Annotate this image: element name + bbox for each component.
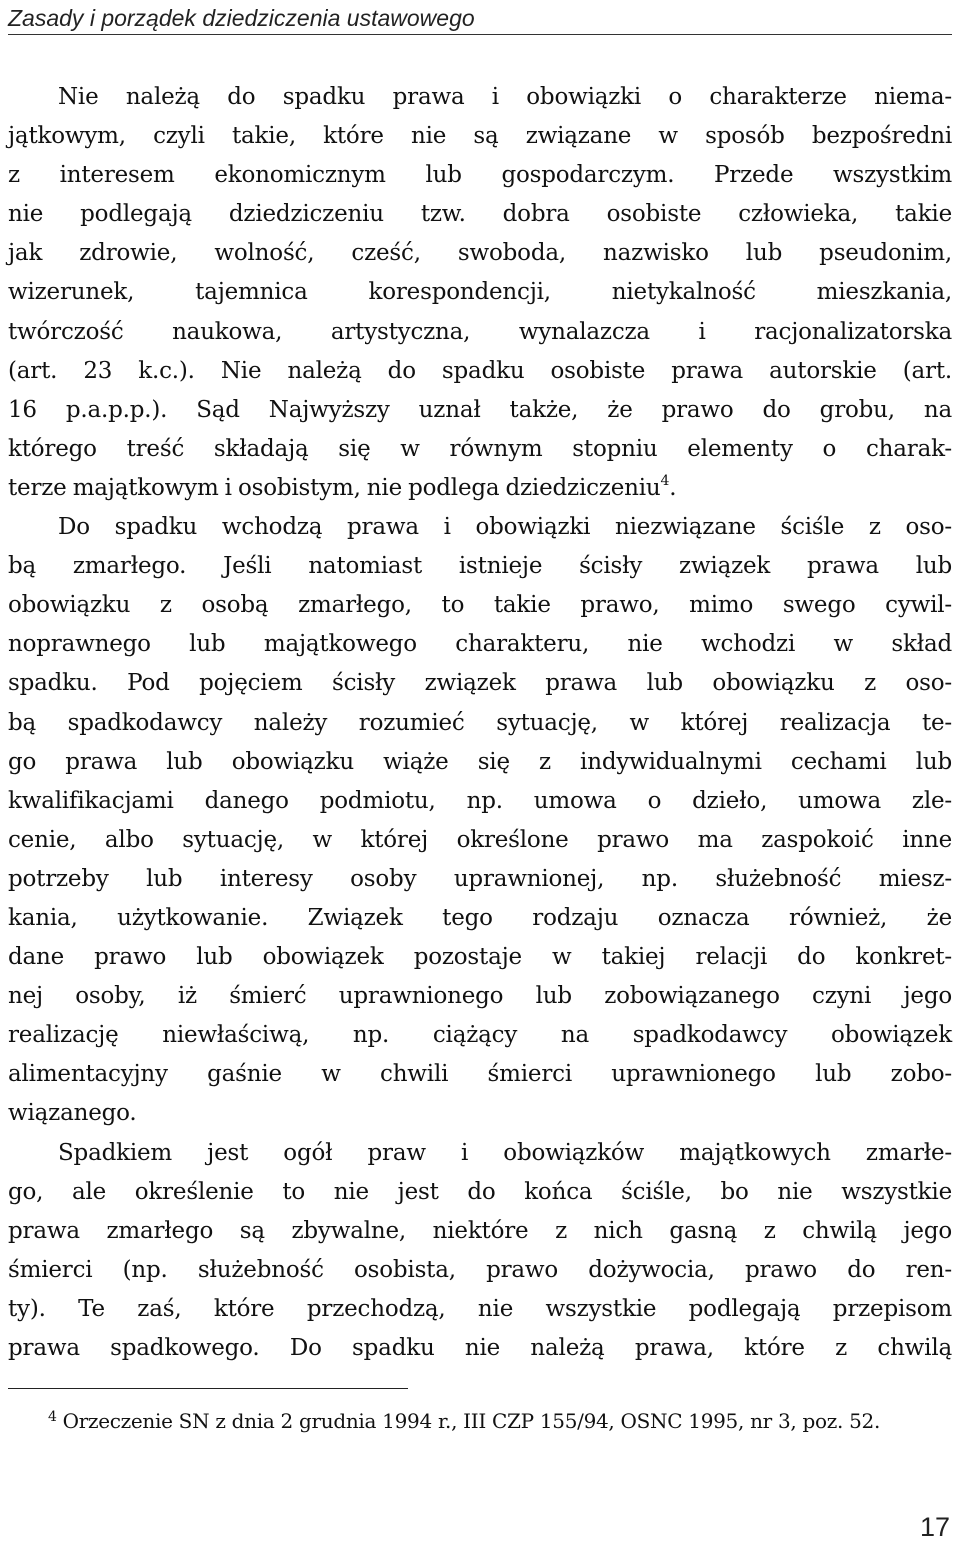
text-line: 16 p.a.p.p.). Sąd Najwyższy uznał także, że prawo do grobu, na xyxy=(8,396,952,423)
text-line: kania, użytkowanie. Związek tego rodzaju oznacza również, że xyxy=(8,904,952,931)
text-line: wizerunek, tajemnica korespondencji, nietykalność mieszkania, xyxy=(8,279,952,306)
text-line: (art. 23 k.c.). Nie należą do spadku osobiste prawa autorskie (art. xyxy=(8,357,952,384)
text-line: Spadkiem jest ogół praw i obowiązków majątkowych zmarłe- xyxy=(58,1139,952,1166)
text-line: jątkowym, czyli takie, które nie są związane w sposób bezpośredni xyxy=(8,123,952,150)
text-line: nej osoby, iż śmierć uprawnionego lub zobowiązanego czyni jego xyxy=(8,983,952,1010)
text-line: prawa spadkowego. Do spadku nie należą prawa, które z chwilą xyxy=(8,1335,952,1361)
text-line: potrzeby lub interesy osoby uprawnionej, np. służebność miesz- xyxy=(8,865,952,892)
text-line: noprawnego lub majątkowego charakteru, nie wchodzi w skład xyxy=(8,631,952,658)
text-line: bą spadkodawcy należy rozumieć sytuację, w której realizacja te- xyxy=(8,709,952,736)
text-line-content: terze majątkowym i osobistym, nie podlega dziedziczeniu xyxy=(8,474,661,501)
running-header: Zasady i porządek dziedziczenia ustawowego xyxy=(8,5,475,31)
text-line: jak zdrowie, wolność, cześć, swoboda, nazwisko lub pseudonim, xyxy=(8,240,952,267)
text-line: go, ale określenie to nie jest do końca ściśle, bo nie wszystkie xyxy=(8,1178,952,1205)
footnote-ref-suffix: . xyxy=(669,474,677,501)
text-line: go prawa lub obowiązku wiąże się z indywidualnymi cechami lub xyxy=(8,748,952,775)
page-number: 17 xyxy=(919,1512,950,1542)
text-line: bą zmarłego. Jeśli natomiast istnieje ścisły związek prawa lub xyxy=(8,553,952,580)
text-line: którego treść składają się w równym stopniu elementy o charak- xyxy=(8,435,952,462)
text-line: kwalifikacjami danego podmiotu, np. umowa o dzieło, umowa zle- xyxy=(8,787,952,814)
body-text xyxy=(8,78,952,1368)
footnote-text: Orzeczenie SN z dnia 2 grudnia 1994 r., III CZP 155/94, OSNC 1995, nr 3, poz. 52. xyxy=(62,1409,881,1433)
header-rule xyxy=(8,34,952,35)
text-line: z interesem ekonomicznym lub gospodarczym. Przede wszystkim xyxy=(8,162,952,189)
footnote-separator xyxy=(8,1388,408,1389)
footnote-reference[interactable]: 4 xyxy=(660,472,670,489)
text-line: nie podlegają dziedziczeniu tzw. dobra osobiste człowieka, takie xyxy=(8,201,952,228)
text-line: twórczość naukowa, artystyczna, wynalazcza i racjonalizatorska xyxy=(8,318,952,345)
text-line-with-footnote xyxy=(8,469,952,508)
text-line: cenie, albo sytuację, w której określone prawo ma zaspokoić inne xyxy=(8,826,952,853)
text-line: prawa zmarłego są zbywalne, niektóre z nich gasną z chwilą jego xyxy=(8,1217,952,1244)
text-line: realizację niewłaściwą, np. ciążący na spadkodawcy obowiązek xyxy=(8,1022,952,1049)
text-line: śmierci (np. służebność osobista, prawo dożywocia, prawo do ren- xyxy=(8,1256,952,1283)
text-line: Nie należą do spadku prawa i obowiązki o charakterze niema- xyxy=(58,84,952,110)
text-line: ty). Te zaś, które przechodzą, nie wszystkie podlegają przepisom xyxy=(8,1295,952,1322)
text-line: spadku. Pod pojęciem ścisły związek prawa lub obowiązku z oso- xyxy=(8,670,952,697)
text-line: dane prawo lub obowiązek pozostaje w takiej relacji do konkret- xyxy=(8,944,952,971)
text-line: alimentacyjny gaśnie w chwili śmierci uprawnionego lub zobo- xyxy=(8,1061,952,1088)
footnote: 4 Orzeczenie SN z dnia 2 grudnia 1994 r., III CZP 155/94, OSNC 1995, nr 3, poz. 52. xyxy=(48,1409,881,1433)
text-line: obowiązku z osobą zmarłego, to takie prawo, mimo swego cywil- xyxy=(8,592,952,619)
text-line: Do spadku wchodzą prawa i obowiązki niezwiązane ściśle z oso- xyxy=(58,514,952,541)
text-line: wiązanego. xyxy=(8,1100,137,1127)
